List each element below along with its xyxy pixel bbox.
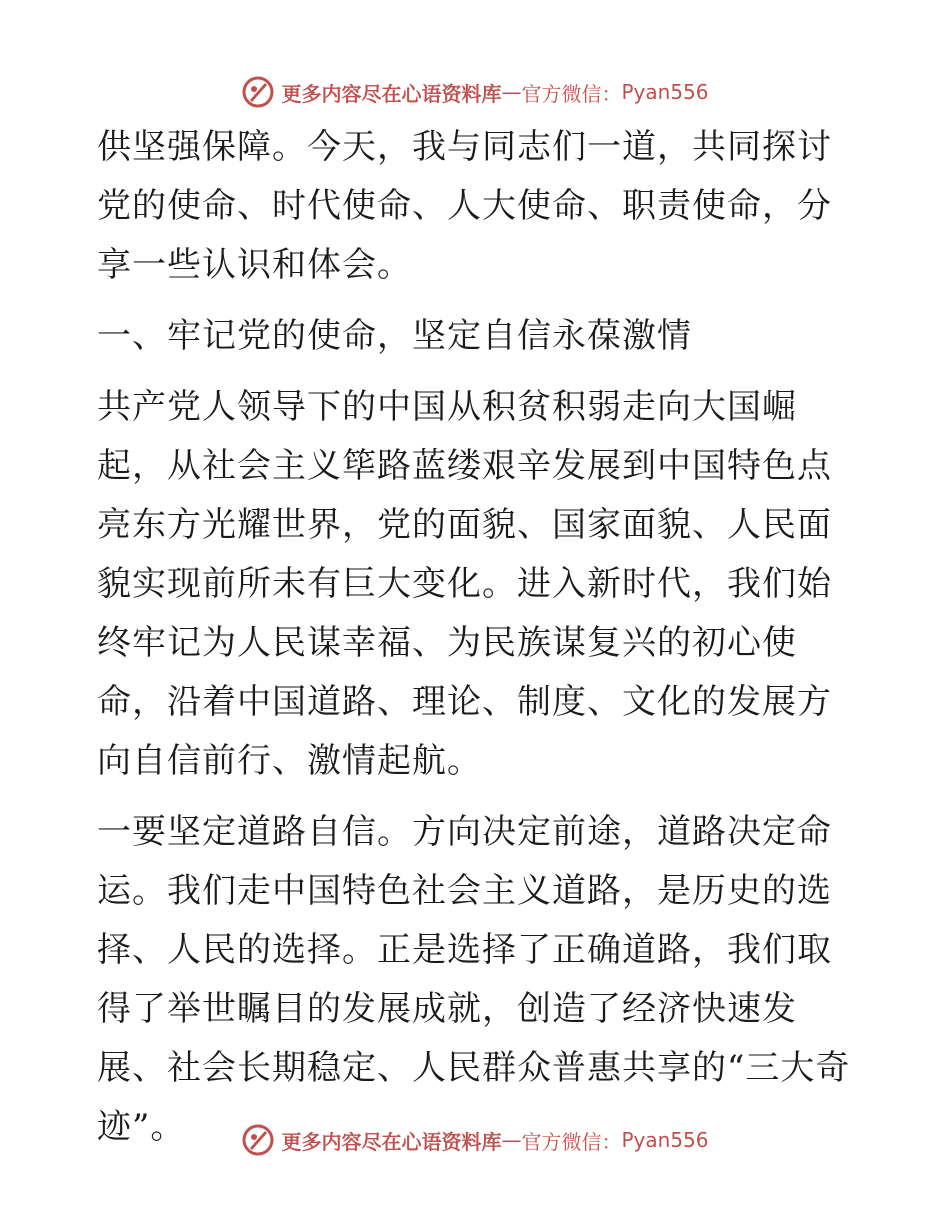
paragraph-intro: 供坚强保障。今天，我与同志们一道，共同探讨党的使命、时代使命、人大使命、职责使命，分享一些认识和体会。	[97, 127, 832, 285]
watermark-main-text: 更多内容尽在心语资料库	[281, 81, 502, 106]
document-body	[97, 118, 857, 1157]
header-watermark	[0, 72, 950, 112]
quill-logo-icon	[241, 1123, 275, 1157]
quill-logo-icon	[241, 75, 275, 109]
footer-watermark	[0, 1120, 950, 1160]
watermark-wechat-id: Pyan556	[621, 80, 709, 104]
watermark-separator: —	[501, 80, 522, 104]
watermark-wechat-id: Pyan556	[621, 1128, 709, 1152]
watermark-wechat-label: 官方微信：	[521, 1129, 622, 1154]
paragraph-body: 共产党人领导下的中国从积贫积弱走向大国崛起，从社会主义筚路蓝缕艰辛发展到中国特色点亮东方光耀世界，党的面貌、国家面貌、人民面貌实现前所未有巨大变化。进入新时代，我们始终牢记为人民谋幸福、为民族谋复兴的初心使命，沿着中国道路、理论、制度、文化的发展方向自信前行、激情起航。	[97, 387, 832, 781]
watermark-wechat-label: 官方微信：	[521, 81, 622, 106]
paragraph-road-confidence: 一要坚定道路自信。方向决定前途，道路决定命运。我们走中国特色社会主义道路，是历史的选择、人民的选择。正是选择了正确道路，我们取得了举世瞩目的发展成就，创造了经济快速发展、社会长期稳定、人民群众普惠共享的“三大奇迹”。	[97, 812, 851, 1147]
watermark-separator: —	[501, 1128, 522, 1152]
watermark-main-text: 更多内容尽在心语资料库	[281, 1129, 502, 1154]
section-heading: 一、牢记党的使命，坚定自信永葆激情	[97, 316, 692, 356]
